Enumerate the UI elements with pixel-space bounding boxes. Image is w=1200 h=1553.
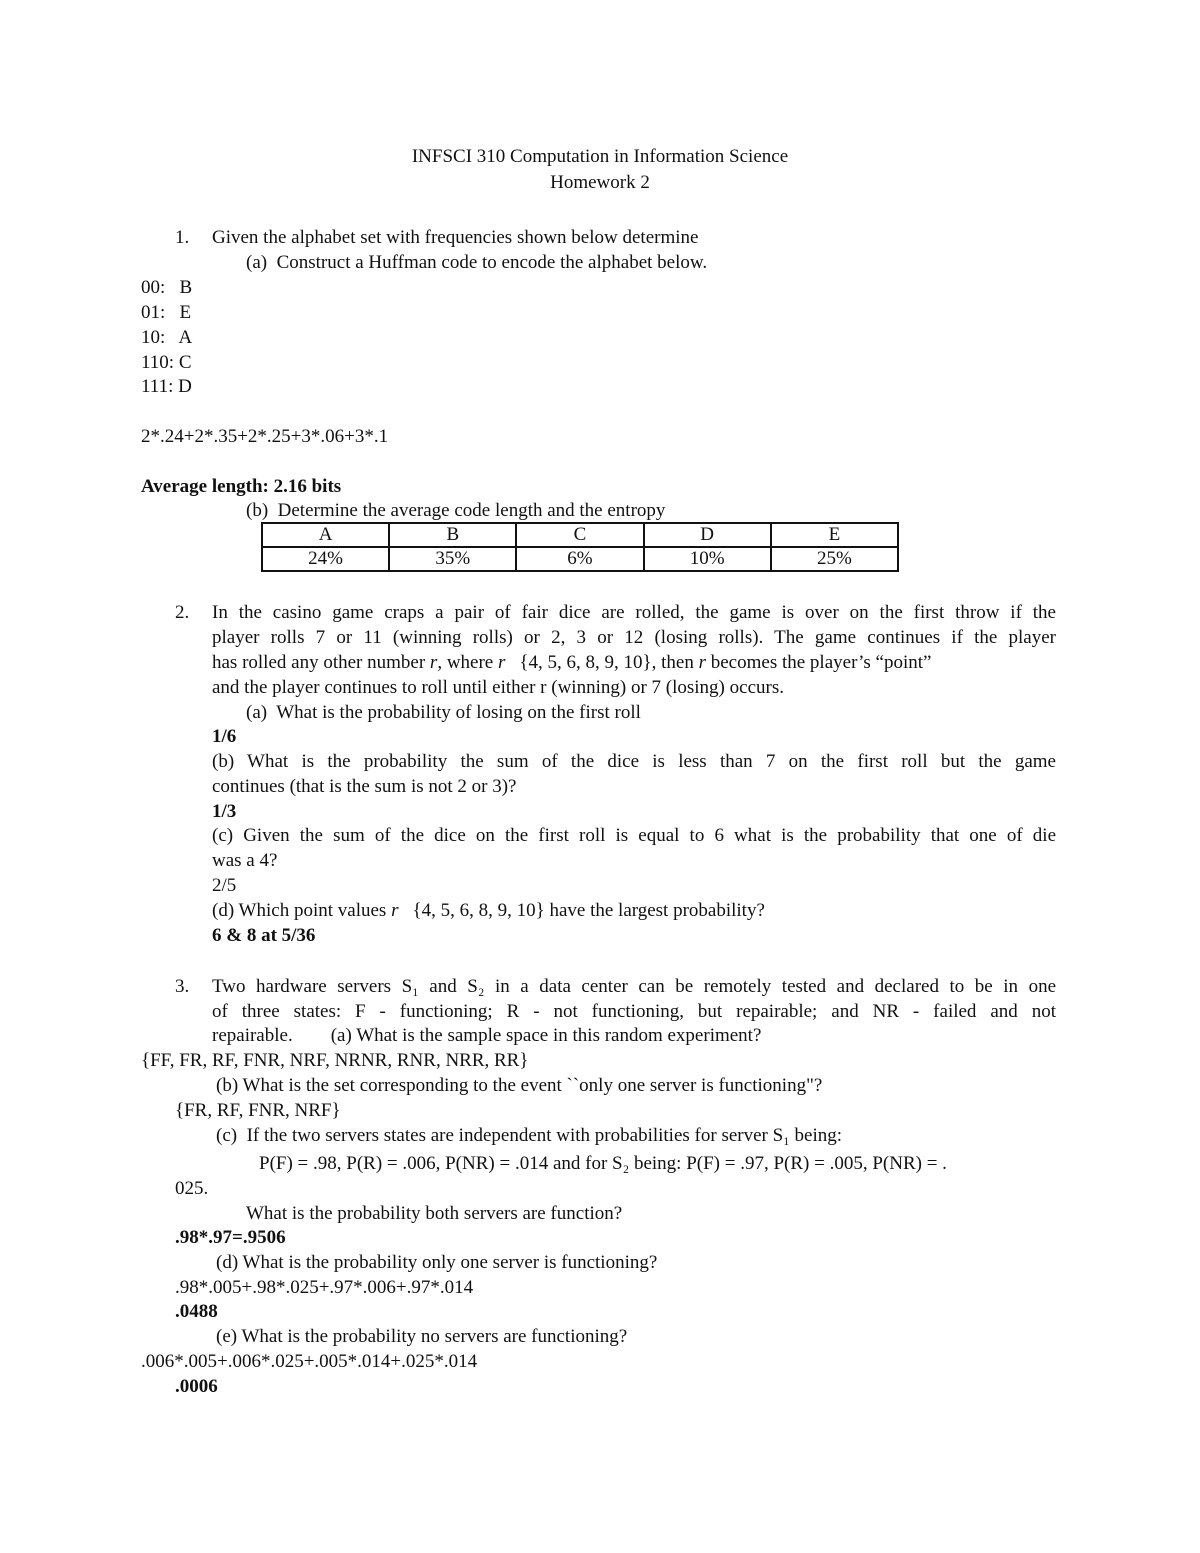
q2-variable-r: r [497, 652, 506, 673]
q1-part-a: (a) Construct a Huffman code to encode the alphabet below. [246, 252, 708, 273]
q2-answer-c: 2/5 [212, 875, 237, 896]
q2-number: 2. [175, 602, 190, 623]
q1-code-e: 01: E [141, 302, 192, 323]
q2-variable-r: r [429, 652, 438, 673]
frequency-table [261, 522, 899, 572]
q2-line-4: and the player continues to roll until either r (winning) or 7 (losing) occurs. [212, 677, 784, 698]
q1-code-a: 10: A [141, 327, 193, 348]
q2-part-b-line-1: (b) What is the probability the sum of the dice is less than 7 on the first roll but the game [212, 751, 1056, 772]
q3-part-c-question: What is the probability both servers are function? [246, 1203, 623, 1224]
frequency-table-header-row [262, 523, 898, 547]
q3-probabilities-continued: 025. [175, 1178, 209, 1199]
q2-answer-d: 6 & 8 at 5/36 [212, 925, 316, 946]
q1-part-b: (b) Determine the average code length and the entropy [246, 500, 666, 521]
q2-line-3-text-a: has rolled any other number [212, 652, 430, 673]
q3-probabilities: P(F) = .98, P(R) = .006, P(NR) = .014 and for S₂ being: P(F) = .97, P(R) = .005, P(NR) = . [259, 1153, 947, 1174]
q2-line-3-text-d: becomes the player’s “point” [706, 652, 932, 673]
q3-part-b: (b) What is the set corresponding to the event ``only one server is functioning"? [216, 1075, 823, 1096]
q3-calc-e: .006*.005+.006*.025+.005*.014+.025*.014 [141, 1351, 478, 1372]
q2-answer-b: 1/3 [212, 801, 237, 822]
q1-number: 1. [175, 227, 190, 248]
q2-part-c-line-1: (c) Given the sum of the dice on the first roll is equal to 6 what is the probability that one of die [212, 825, 1056, 846]
q3-line-1: Two hardware servers S₁ and S₂ in a data center can be remotely tested and declared to be in one [212, 976, 1056, 997]
table-header-cell: E [771, 523, 898, 547]
q3-answer-a: {FF, FR, RF, FNR, NRF, NRNR, RNR, NRR, RR} [141, 1050, 529, 1071]
frequency-table-value-row [262, 547, 898, 571]
q3-calc-d: .98*.005+.98*.025+.97*.006+.97*.014 [175, 1277, 474, 1298]
q2-line-3 [212, 651, 931, 675]
document-subtitle: Homework 2 [550, 172, 650, 193]
q2-line-3-text-c: {4, 5, 6, 8, 9, 10}, then [519, 652, 699, 673]
table-value-cell: 25% [771, 547, 898, 571]
table-value-cell: 24% [262, 547, 389, 571]
q3-part-d: (d) What is the probability only one server is functioning? [216, 1252, 658, 1273]
document-title: INFSCI 310 Computation in Information Science [411, 146, 789, 167]
table-header-cell: B [389, 523, 516, 547]
q2-part-d [212, 899, 765, 923]
q3-answer-d: .0488 [175, 1301, 218, 1322]
table-header-cell: D [644, 523, 771, 547]
q2-part-d-text-b: {4, 5, 6, 8, 9, 10} have the largest probability? [412, 900, 765, 921]
q1-code-b: 00: B [141, 277, 193, 298]
q2-answer-a: 1/6 [212, 726, 237, 747]
q2-variable-r: r [391, 900, 399, 921]
q1-code-d: 111: D [141, 376, 192, 397]
q3-answer-c: .98*.97=.9506 [175, 1227, 286, 1248]
q2-part-b-line-2: continues (that is the sum is not 2 or 3)? [212, 776, 517, 797]
q1-code-c: 110: C [141, 352, 192, 373]
q3-number: 3. [175, 976, 190, 997]
table-value-cell: 35% [389, 547, 516, 571]
q2-line-2: player rolls 7 or 11 (winning rolls) or 2, 3 or 12 (losing rolls). The game continues if the player [212, 627, 1056, 648]
q3-line-3: repairable. (a) What is the sample space in this random experiment? [212, 1025, 762, 1046]
q3-part-c: (c) If the two servers states are independent with probabilities for server S₁ being: [216, 1125, 843, 1146]
table-value-cell: 10% [644, 547, 771, 571]
q2-part-d-text-a: (d) Which point values [212, 900, 392, 921]
q3-line-2: of three states: F - functioning; R - not functioning, but repairable; and NR - failed and not [212, 1001, 1056, 1022]
q3-answer-e: .0006 [175, 1376, 218, 1397]
q2-part-a: (a) What is the probability of losing on the first roll [246, 702, 641, 723]
q2-line-3-text-b: , where [437, 652, 498, 673]
q1-prompt: Given the alphabet set with frequencies shown below determine [212, 227, 699, 248]
q3-answer-b: {FR, RF, FNR, NRF} [175, 1100, 341, 1121]
q2-line-1: In the casino game craps a pair of fair dice are rolled, the game is over on the first throw if the [212, 602, 1056, 623]
table-value-cell: 6% [516, 547, 643, 571]
q2-part-c-line-2: was a 4? [212, 850, 278, 871]
q1-avg-length: Average length: 2.16 bits [141, 476, 342, 497]
table-header-cell: A [262, 523, 389, 547]
q2-variable-r: r [698, 652, 706, 673]
table-header-cell: C [516, 523, 643, 547]
q1-calc: 2*.24+2*.35+2*.25+3*.06+3*.1 [141, 426, 389, 447]
q3-part-e: (e) What is the probability no servers are functioning? [216, 1326, 628, 1347]
